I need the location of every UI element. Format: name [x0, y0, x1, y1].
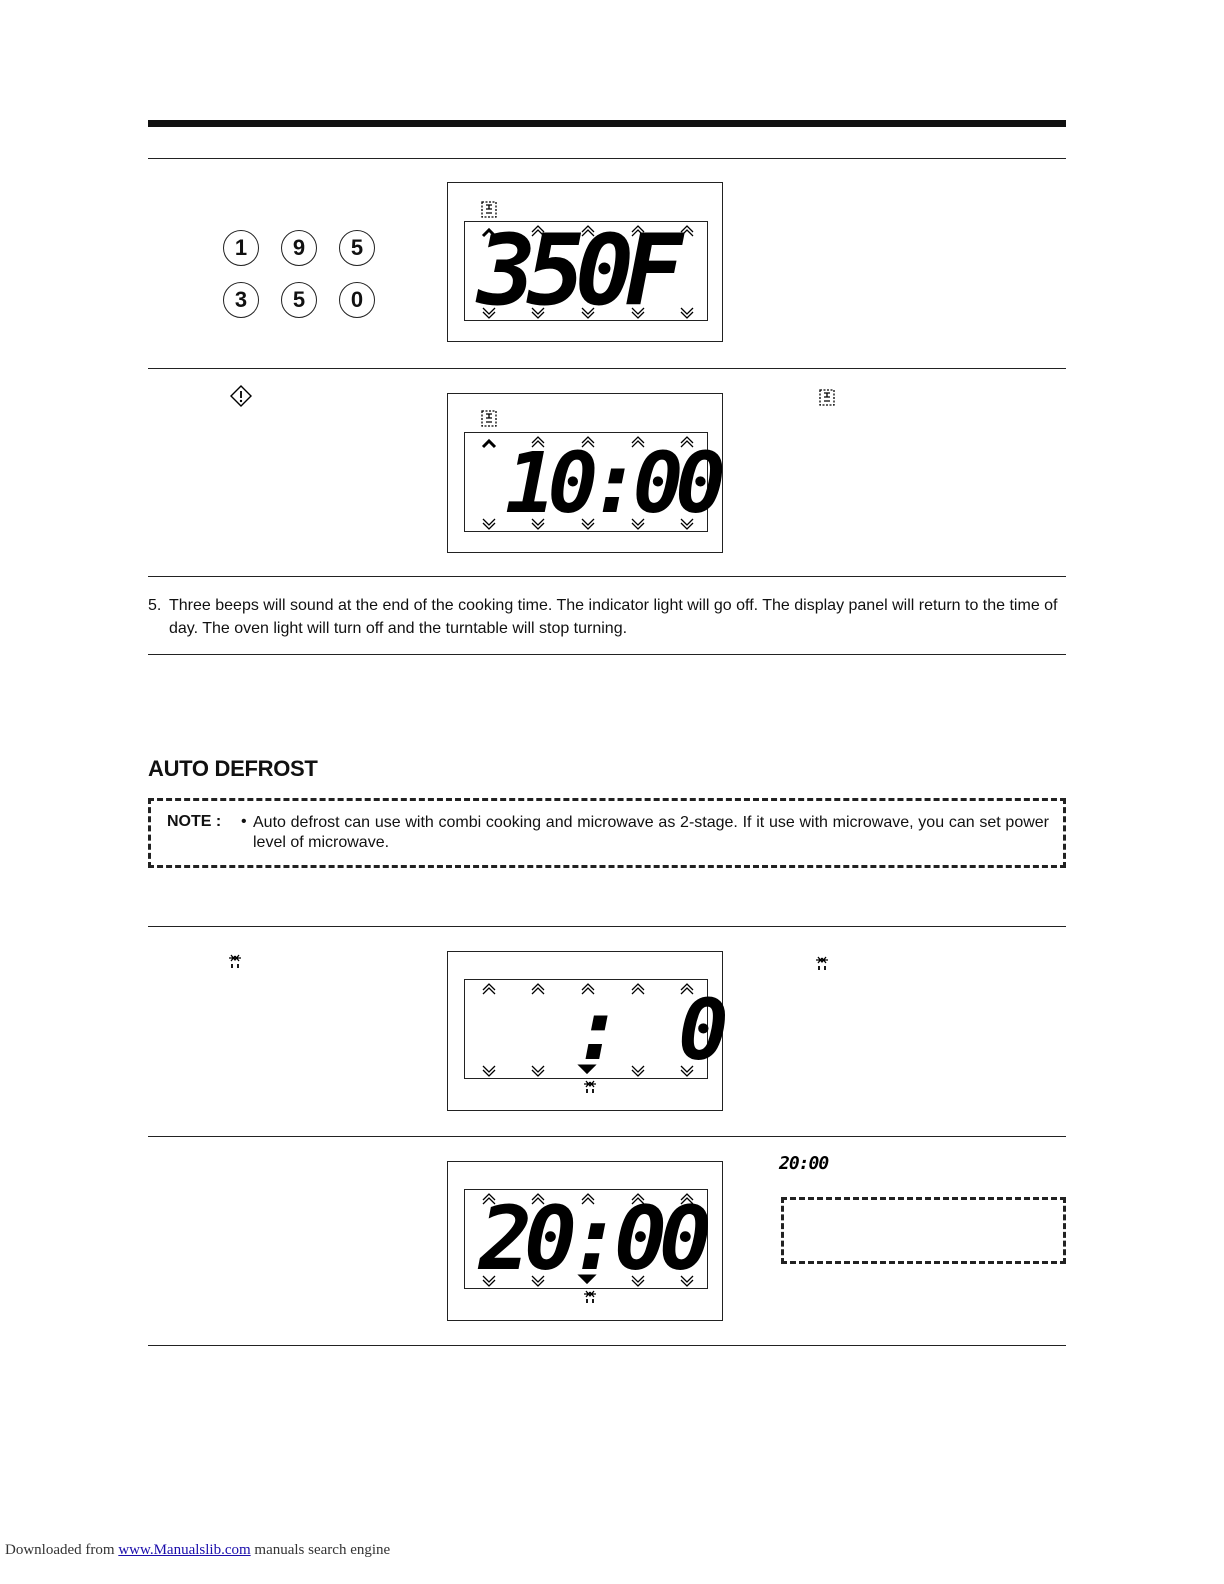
defrost-icon	[227, 954, 243, 970]
lcd-screen-1	[464, 214, 708, 328]
divider	[148, 654, 1066, 655]
display-panel-4	[447, 1161, 723, 1321]
divider	[148, 1136, 1066, 1137]
lcd-readout-3: : 0	[573, 981, 731, 1079]
start-icon	[230, 385, 252, 407]
inline-display-readout: 20:00	[779, 1153, 829, 1174]
display-panel-1	[447, 182, 723, 342]
note-bullet: •	[241, 813, 247, 830]
note-label: NOTE :	[167, 813, 222, 830]
key-1[interactable]: 1	[223, 230, 259, 266]
step-number: 5.	[148, 597, 162, 614]
lcd-readout-4: 20:00	[479, 1187, 704, 1290]
combi-icon	[818, 387, 836, 407]
footer-link[interactable]: www.Manualslib.com	[118, 1542, 251, 1558]
key-9[interactable]: 9	[281, 230, 317, 266]
footer-suffix: manuals search engine	[254, 1542, 391, 1558]
defrost-icon	[582, 1290, 598, 1304]
note-text: Auto defrost can use with combi cooking and microwave as 2-stage. If it use with microwave, you can set power level of microwave.	[253, 814, 1049, 851]
divider	[148, 368, 1066, 369]
footer	[5, 1542, 390, 1559]
display-panel-3	[447, 951, 731, 1111]
lcd-screen-2	[464, 432, 718, 532]
note-box-empty	[781, 1197, 1066, 1264]
display-panel-2	[447, 393, 723, 553]
key-0[interactable]: 0	[339, 282, 375, 318]
key-5b[interactable]: 5	[281, 282, 317, 318]
lcd-readout-1: 350F	[477, 214, 674, 328]
defrost-icon	[814, 956, 830, 972]
divider	[148, 158, 1066, 159]
divider	[148, 576, 1066, 577]
defrost-icon	[582, 1080, 598, 1094]
lcd-screen-3	[464, 979, 731, 1079]
divider	[148, 926, 1066, 927]
footer-prefix: Downloaded from	[5, 1542, 115, 1558]
section-title: AUTO DEFROST	[148, 756, 318, 781]
key-3[interactable]: 3	[223, 282, 259, 318]
note-box	[148, 798, 1066, 868]
combi-icon	[480, 408, 498, 428]
divider	[148, 1345, 1066, 1346]
lcd-readout-2: 10:00	[505, 434, 718, 532]
key-5[interactable]: 5	[339, 230, 375, 266]
lcd-screen-4	[464, 1189, 708, 1289]
top-rule	[148, 120, 1066, 127]
step-text: Three beeps will sound at the end of the cooking time. The indicator light will go off. The display panel will return to the time of day. The oven light will turn off and the turntable will stop turning.	[169, 597, 1058, 637]
